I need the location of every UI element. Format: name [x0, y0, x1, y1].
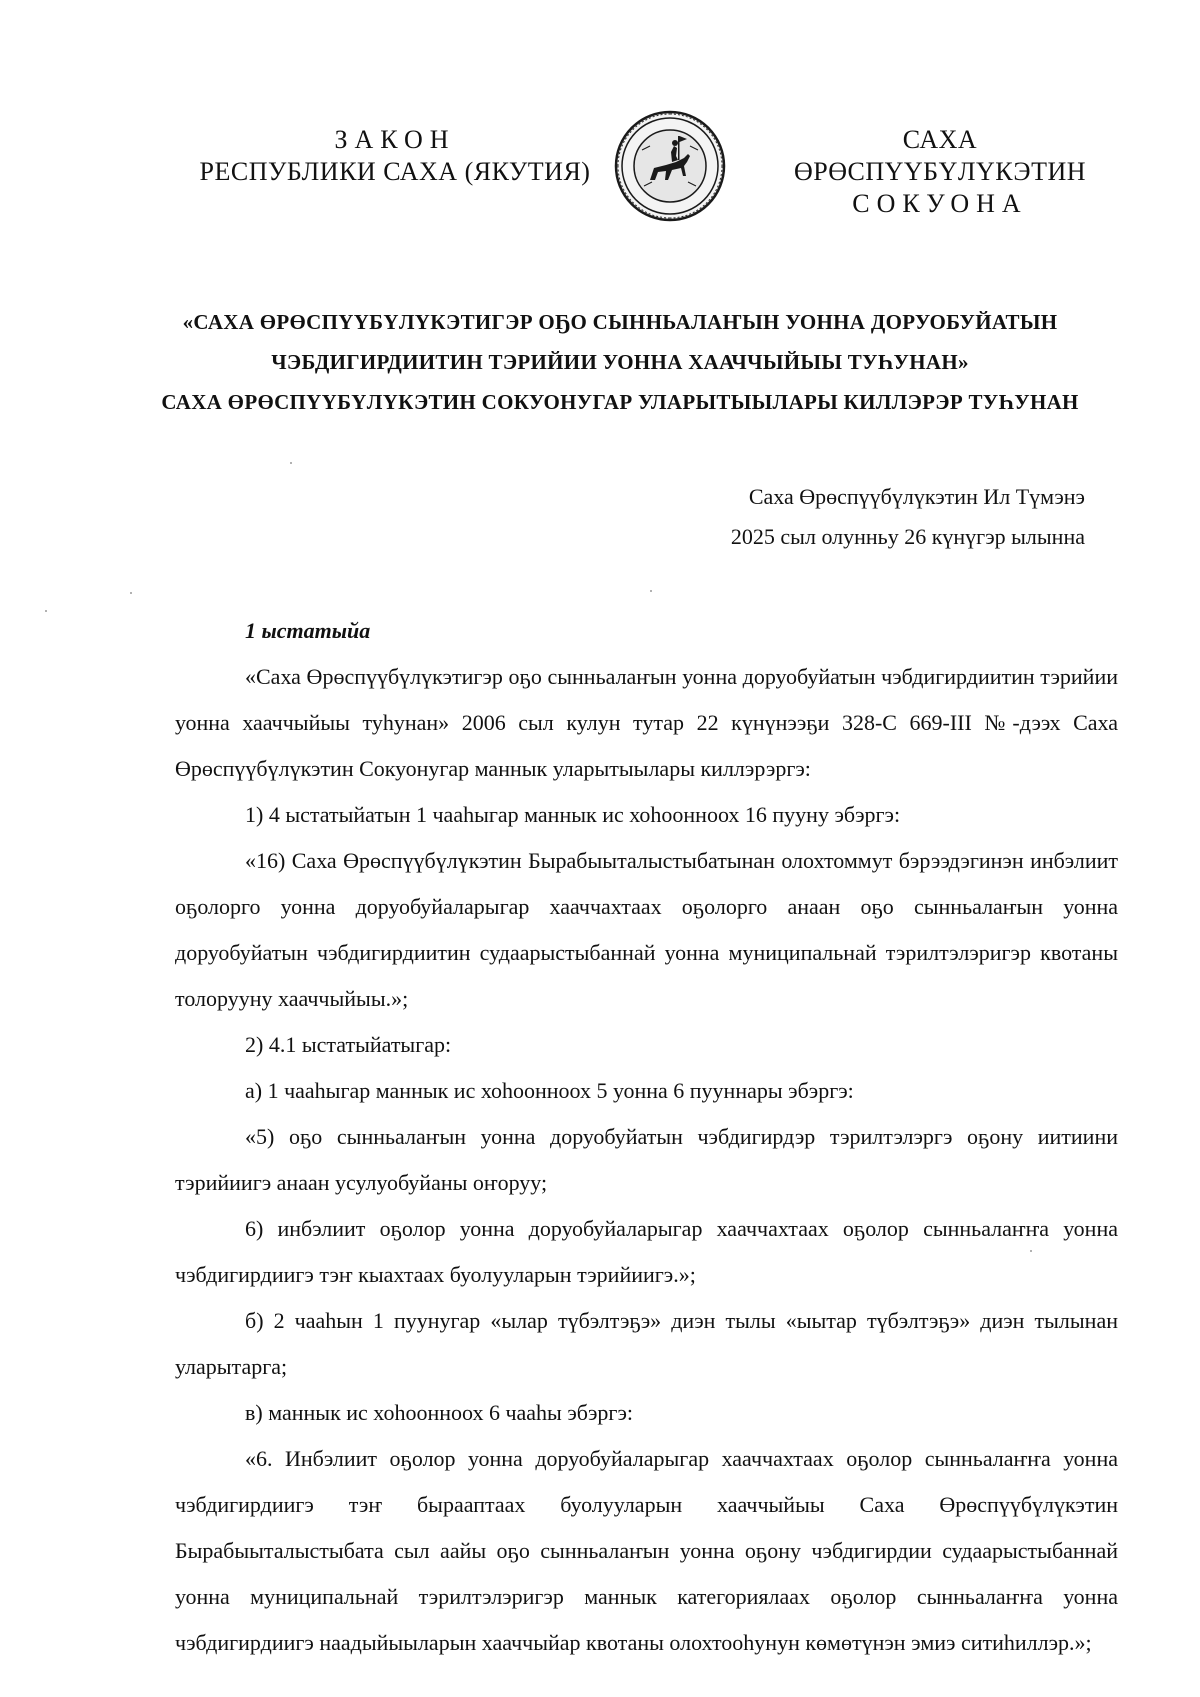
adoption-info — [731, 477, 1085, 557]
scan-speck — [1030, 1250, 1032, 1252]
republic-name-ru: РЕСПУБЛИКИ САХА (ЯКУТИЯ) — [199, 157, 591, 186]
title-line-1: «САХА ӨРӨСПҮҮБҮЛҮКЭТИГЭР ОҔО СЫННЬАЛАҤЫН УОННА ДОРУОБУЙАТЫН — [182, 310, 1058, 334]
paragraph: «Саха Өрөспүүбүлүкэтигэр оҕо сынньалаҥын уонна доруобуйатын чэбдигирдиитин тэрийии уонна хааччыйыы туһунан» 2006 сыл кулун тутар 22 күнүнээҕи 328-С 669-III №-дээх Саха Өрөспүүбүлүкэтин Сокуонугар маннык уларытыылары киллэрэргэ: — [175, 664, 1118, 781]
scan-speck — [45, 610, 47, 612]
paragraph: «5) оҕо сынньалаҥын уонна доруобуйатын чэбдигирдэр тэрилтэлэргэ оҕону иитиини тэрийиигэ анаан усулуобуйаны оҥоруу; — [175, 1124, 1118, 1195]
title-line-2: ЧЭБДИГИРДИИТИН ТЭРИЙИИ УОННА ХААЧЧЫЙЫЫ ТУҺУНАН» — [271, 350, 969, 374]
law-label: ЗАКОН — [334, 125, 456, 154]
paragraph: 6) инбэлиит оҕолор уонна доруобуйаларыгар хааччахтаах оҕолор сынньалаҥҥа уонна чэбдигирдиигэ тэҥ кыахтаах буолууларын тэрийиигэ.»; — [175, 1216, 1118, 1287]
law-label-sakha: СОКУОНА — [852, 189, 1028, 218]
header-left — [190, 124, 600, 188]
paragraph: а) 1 чааһыгар маннык ис хоһоонноох 5 уонна 6 пууннары эбэргэ: — [245, 1078, 854, 1103]
paragraph: «16) Саха Өрөспүүбүлүкэтин Бырабыыталыстыбатынан олохтоммут бэрээдэгинэн инбэлиит оҕолорго уонна доруобуйаларыгар хааччахтаах оҕолорго анаан оҕо сынньалаҥын уонна доруобуйатын чэбдигирдиитин судаарыстыбаннай уонна муниципальнай тэрилтэлэригэр квотаны толорууну хааччыйыы.»; — [175, 848, 1118, 1011]
header-right — [760, 124, 1120, 220]
paragraph: 1) 4 ыстатыйатын 1 чааһыгар маннык ис хоһоонноох 16 пууну эбэргэ: — [245, 802, 901, 827]
document-title — [140, 302, 1100, 422]
paragraph: в) маннык ис хоһоонноох 6 чааһы эбэргэ: — [245, 1400, 633, 1425]
document-body — [175, 608, 1118, 1666]
article-heading: 1 ыстатыйа — [245, 618, 371, 643]
title-line-3: САХА ӨРӨСПҮҮБҮЛҮКЭТИН СОКУОНУГАР УЛАРЫТЫЫЛАРЫ КИЛЛЭРЭР ТУҺУНАН — [161, 390, 1079, 414]
coat-of-arms-seal-icon — [614, 110, 726, 222]
adopting-body: Саха Өрөспүүбүлүкэтин Ил Түмэнэ — [748, 484, 1085, 509]
republic-name-sakha: САХА ӨРӨСПҮҮБҮЛҮКЭТИН — [793, 125, 1087, 186]
paragraph: 2) 4.1 ыстатыйатыгар: — [245, 1032, 452, 1057]
scan-speck — [130, 592, 132, 594]
paragraph: б) 2 чааһын 1 пуунугар «ылар түбэлтэҕэ» диэн тылы «ыытар түбэлтэҕэ» диэн тылынан уларытарга; — [175, 1308, 1118, 1379]
adoption-date: 2025 сыл олунньу 26 күнүгэр ылынна — [730, 524, 1085, 549]
scan-speck — [290, 462, 292, 464]
scan-speck — [650, 590, 652, 592]
paragraph: «6. Инбэлиит оҕолор уонна доруобуйаларыгар хааччахтаах оҕолор сынньалаҥҥа уонна чэбдигирдиигэ тэҥ бырааптаах буолууларын хааччыйыы Саха Өрөспүүбүлүкэтин Бырабыыталыстыбата сыл аайы оҕо сынньалаҥын уонна оҕону чэбдигирдии судаарыстыбаннай уонна муниципальнай тэрилтэлэригэр маннык категориялаах оҕолор сынньалаҥҥа уонна чэбдигирдиигэ наадыйыыларын хааччыйар квотаны олохтооһунун көмөтүнэн эмиэ ситиһиллэр.»; — [175, 1446, 1118, 1655]
